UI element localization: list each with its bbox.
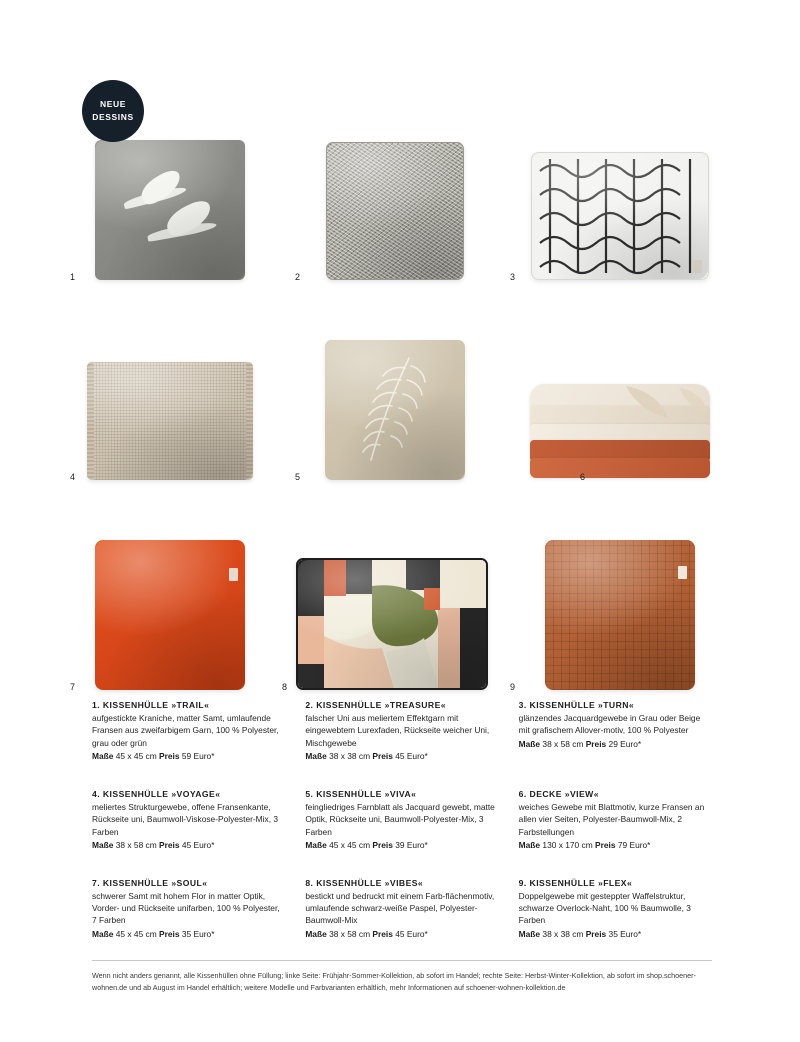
price-value-4: 45 Euro* bbox=[181, 840, 215, 851]
product-description-1 bbox=[92, 700, 285, 763]
product-text-8: bestickt und bedruckt mit einem Farb-flächenmotiv, umlaufende schwarz-weiße Paspel, Polyester-Baumwoll-Mix bbox=[305, 890, 495, 926]
footnote-text: Wenn nicht anders genannt, alle Kissenhüllen ohne Füllung; linke Seite: Frühjahr-Sommer-Kollektion, ab sofort im Handel; rechte Seite: Herbst-Winter-Kollektion, ab sofort im shop.schoener-wohnen.de und ab August im Handel erhältlich; weitere Modelle und Farbvarianten erhältlich, mehr Informationen auf schoener-wohnen-kollektion.de bbox=[92, 971, 696, 992]
size-value-7: 45 x 45 cm bbox=[115, 928, 157, 939]
price-value-8: 45 Euro* bbox=[395, 928, 428, 939]
product-descriptions bbox=[92, 700, 712, 940]
product-figure-8[interactable] bbox=[282, 490, 502, 690]
product-title-7: 7. KISSENHÜLLE »SOUL« bbox=[92, 877, 208, 888]
size-value-9: 38 x 38 cm bbox=[542, 928, 584, 939]
product-description-6 bbox=[519, 789, 712, 852]
product-description-4 bbox=[92, 789, 285, 852]
product-title-3: 3. KISSENHÜLLE »TURN« bbox=[518, 700, 635, 710]
size-label-3: Maße bbox=[518, 738, 541, 749]
blanket-view-image bbox=[530, 384, 710, 480]
figure-number-4: 4 bbox=[70, 472, 76, 482]
size-value-3: 38 x 58 cm bbox=[542, 738, 584, 749]
product-meta-7 bbox=[92, 928, 285, 940]
neue-dessins-badge bbox=[82, 80, 144, 142]
product-image-grid bbox=[70, 50, 730, 692]
product-description-8 bbox=[305, 878, 498, 941]
product-title-4: 4. KISSENHÜLLE »VOYAGE« bbox=[92, 788, 221, 799]
fringe-edge-left bbox=[87, 362, 94, 480]
product-title-8: 8. KISSENHÜLLE »VIBES« bbox=[305, 877, 424, 888]
product-meta-1 bbox=[92, 750, 285, 762]
figure-number-8: 8 bbox=[282, 682, 288, 692]
product-description-2 bbox=[305, 700, 498, 763]
product-description-5 bbox=[305, 789, 498, 852]
size-value-6: 130 x 170 cm bbox=[542, 840, 593, 851]
size-label-7: Maße bbox=[92, 928, 114, 939]
price-value-6: 79 Euro* bbox=[617, 840, 651, 851]
size-label-9: Maße bbox=[518, 928, 541, 939]
label-tag bbox=[678, 566, 687, 579]
product-figure-6[interactable] bbox=[510, 300, 730, 480]
price-value-5: 39 Euro* bbox=[395, 840, 428, 851]
price-value-1: 59 Euro* bbox=[181, 751, 215, 762]
product-figure-2[interactable] bbox=[295, 90, 495, 280]
fringe-border bbox=[95, 140, 245, 280]
price-value-2: 45 Euro* bbox=[395, 751, 428, 762]
figure-number-7: 7 bbox=[70, 682, 76, 692]
product-text-7: schwerer Samt mit hohem Flor in matter Optik, Vorder- und Rückseite unifarben, 100 % Polyester, 7 Farben bbox=[92, 890, 280, 926]
product-figure-4[interactable] bbox=[70, 300, 270, 480]
size-value-5: 45 x 45 cm bbox=[329, 840, 371, 851]
price-label-6: Preis bbox=[595, 840, 616, 851]
size-value-8: 38 x 58 cm bbox=[329, 928, 371, 939]
size-value-2: 38 x 38 cm bbox=[329, 751, 371, 762]
product-meta-4 bbox=[92, 839, 285, 851]
size-value-1: 45 x 45 cm bbox=[115, 751, 157, 762]
size-value-4: 38 x 58 cm bbox=[115, 840, 157, 851]
product-meta-8 bbox=[305, 928, 498, 940]
price-value-9: 35 Euro* bbox=[608, 928, 642, 939]
product-title-5: 5. KISSENHÜLLE »VIVA« bbox=[305, 788, 417, 799]
product-text-4: meliertes Strukturgewebe, offene Fransenkante, Rückseite uni, Baumwoll-Viskose-Polyester-Mix, 3 Farben bbox=[92, 801, 279, 837]
figure-number-9: 9 bbox=[510, 682, 516, 692]
badge-line-2: DESSINS bbox=[92, 112, 134, 122]
figure-number-6: 6 bbox=[580, 472, 586, 482]
price-label-8: Preis bbox=[372, 928, 393, 939]
cushion-voyage-image bbox=[87, 362, 253, 480]
cushion-flex-image bbox=[545, 540, 695, 690]
size-label-8: Maße bbox=[305, 928, 327, 939]
product-description-9 bbox=[519, 878, 712, 941]
price-value-7: 35 Euro* bbox=[181, 928, 215, 939]
figure-number-1: 1 bbox=[70, 272, 76, 282]
size-label-1: Maße bbox=[92, 751, 114, 762]
price-label-7: Preis bbox=[159, 928, 180, 939]
size-label-4: Maße bbox=[92, 840, 114, 851]
price-value-3: 29 Euro* bbox=[608, 738, 642, 749]
price-label-4: Preis bbox=[159, 840, 180, 851]
product-text-3: glänzendes Jacquardgewebe in Grau oder Beige mit grafischem Allover-motiv, 100 % Polyester bbox=[518, 713, 701, 736]
cushion-treasure-image bbox=[326, 142, 464, 280]
product-description-3 bbox=[519, 700, 712, 763]
fringe-edge-right bbox=[246, 362, 253, 480]
price-label-2: Preis bbox=[372, 751, 393, 762]
size-label-5: Maße bbox=[305, 840, 327, 851]
figure-number-5: 5 bbox=[295, 472, 301, 482]
product-figure-5[interactable] bbox=[295, 300, 495, 480]
price-label-3: Preis bbox=[585, 738, 607, 749]
size-label-6: Maße bbox=[518, 840, 541, 851]
product-title-1: 1. KISSENHÜLLE »TRAIL« bbox=[92, 700, 210, 710]
product-meta-6 bbox=[519, 839, 712, 851]
product-figure-3[interactable] bbox=[510, 90, 730, 280]
cushion-soul-image bbox=[95, 540, 245, 690]
cushion-vibes-image bbox=[296, 558, 488, 690]
cushion-viva-image bbox=[325, 340, 465, 480]
product-text-5: feingliedriges Farnblatt als Jacquard gewebt, matte Optik, Rückseite uni, Baumwoll-Polyester-Mix, 3 Farben bbox=[305, 801, 495, 837]
product-title-2: 2. KISSENHÜLLE »TREASURE« bbox=[305, 700, 446, 710]
product-meta-5 bbox=[305, 839, 498, 851]
price-label-1: Preis bbox=[159, 751, 180, 762]
label-tag bbox=[229, 568, 238, 581]
product-text-2: falscher Uni aus meliertem Effektgarn mit eingewebtem Lurexfaden, Rückseite weicher Uni, Mischgewebe bbox=[305, 713, 490, 748]
product-meta-2 bbox=[305, 750, 498, 762]
product-figure-9[interactable] bbox=[510, 490, 730, 690]
label-tag bbox=[693, 260, 702, 273]
figure-number-2: 2 bbox=[295, 272, 301, 282]
badge-line-1: NEUE bbox=[99, 99, 127, 110]
product-text-9: Doppelgewebe mit gesteppter Waffelstruktur, schwarze Overlock-Naht, 100 % Baumwolle, 3 Farben bbox=[518, 890, 691, 926]
cushion-trail-image bbox=[95, 140, 245, 280]
product-figure-7[interactable] bbox=[70, 490, 270, 690]
product-meta-3 bbox=[519, 738, 712, 750]
product-meta-9 bbox=[519, 928, 712, 940]
product-description-7 bbox=[92, 878, 285, 941]
price-label-5: Preis bbox=[372, 840, 393, 851]
price-label-9: Preis bbox=[585, 928, 607, 939]
size-label-2: Maße bbox=[305, 751, 327, 762]
footnote-divider bbox=[92, 960, 712, 961]
product-text-1: aufgestickte Kraniche, matter Samt, umlaufende Fransen aus zweifarbigem Garn, 100 % Polyester, grau oder grün bbox=[92, 713, 279, 748]
product-title-6: 6. DECKE »VIEW« bbox=[518, 788, 599, 799]
product-text-6: weiches Gewebe mit Blattmotiv, kurze Fransen an allen vier Seiten, Polyester-Baumwoll-Mix, 2 Farbstellungen bbox=[518, 801, 705, 837]
product-title-9: 9. KISSENHÜLLE »FLEX« bbox=[518, 877, 633, 888]
cushion-turn-image bbox=[531, 152, 709, 280]
figure-number-3: 3 bbox=[510, 272, 516, 282]
